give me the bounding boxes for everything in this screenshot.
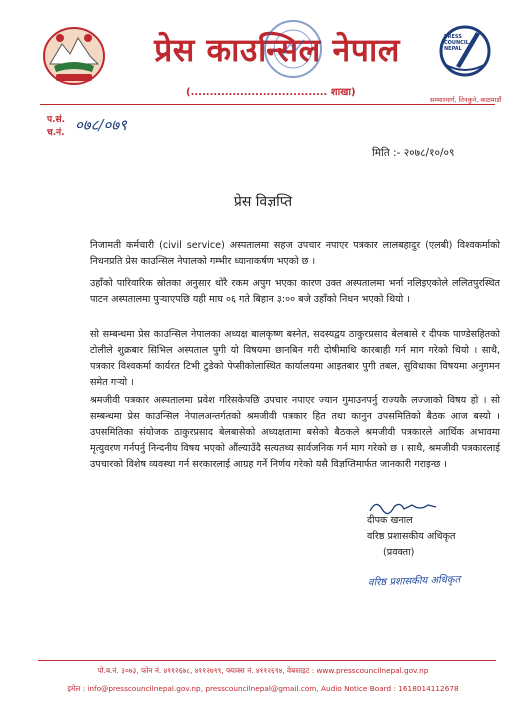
reference-labels (47, 114, 65, 140)
header-divider (40, 104, 495, 105)
document-date: मिति :- २०७८/१०/०९ (372, 147, 455, 159)
office-stamp-icon (262, 18, 324, 80)
footer-contact-line: पो.ब.नं. ३०७३, फोन नं. ४११२६७८, ४११२७९९, फ्याक्स नं. ४११२६९४, वेबसाइट : www.presscouncilnepal.gov.np (97, 666, 429, 675)
footer-divider (38, 660, 496, 661)
reference-number: ०७८/०७९ (75, 116, 127, 134)
organization-title: प्रेस काउन्सिल नेपाल (154, 31, 400, 69)
designation-seal: वरिष्ठ प्रशासकीय अधिकृत (367, 574, 461, 589)
council-logo-text: PRESS COUNCIL NEPAL (444, 34, 469, 52)
signer-name: दीपक खनाल (367, 515, 413, 526)
cn-label: च.नं. (47, 128, 65, 138)
paragraph-1: निजामती कर्मचारी (civil service) अस्पतालमा सहज उपचार नपाएर पत्रकार लालबहादुर (एलबी) विश्वकर्माको निधनप्रति प्रेस काउन्सिल नेपालको गम्भीर ध्यानाकर्षण भएको छ । (90, 240, 500, 267)
signer-role: (प्रवक्ता) (383, 547, 415, 558)
office-address: सम्भारमार्ग, तिनकुने, काठमाडौं (430, 96, 502, 104)
paragraph-4: श्रमजीवी पत्रकार अस्पतालमा प्रवेश गरिसकेपछि उपचार नपाएर ज्यान गुमाउनपर्नु राज्यकै लज्जाको विषय हो । सो सम्बन्धमा प्रेस काउन्सिल नेपालअन्तर्गतको श्रमजीवी पत्रकार हित तथा कानुन उपसमितिको बैठक आज बस्यो । उपसमितिका संयोजक ठाकुरप्रसाद बेलबासेको अध्यक्षतामा बसेको बैठकले श्रमजीवी पत्रकारले आर्थिक अभावमा मृत्युवरण गर्नपर्नु निन्दनीय विषय भएको औंल्याउँदै सत्यतथ्य सार्वजनिक गर्न माग गरेको छ । साथै, श्रमजीवी पत्रकारलाई उपचारको विशेष व्यवस्था गर्न सरकारलाई आग्रह गर्ने निर्णय गरेको यसै विज्ञप्तिमार्फत जानकारी गराइन्छ । (90, 395, 501, 470)
paragraph-2: उहाँको पारिवारिक स्रोतका अनुसार थोरै रकम अपुग भएका कारण उक्त अस्पतालमा भर्ना नलिइएकोले ललितपुरस्थित पाटन अस्पतालमा पुऱ्याएपछि यही माघ ०६ गते बिहान ३:०० बजे उहाँको निधन भएको थियो । (90, 278, 500, 305)
ps-label: प.सं. (47, 115, 66, 125)
footer-email-line: इमेल : info@presscouncilnepal.gov.np, presscouncilnepal@gmail.com, Audio Notice Board : 1618014112678 (67, 684, 459, 693)
signer-title: वरिष्ठ प्रशासकीय अधिकृत (367, 531, 456, 542)
nepal-emblem-icon (40, 22, 108, 88)
paragraph-3: सो सम्बन्धमा प्रेस काउन्सिल नेपालका अध्यक्ष बालकृष्ण बस्नेत, सदस्यद्वय ठाकुरप्रसाद बेलबासे र दीपक पाण्डेसहितको टोलीले शुक्रबार सिभिल अस्पताल पुगी यो विषयमा छानबिन गरी दोषीमाथि कारबाही गर्न माग गरेको थियो । साथै, पत्रकार विश्वकर्मा कार्यरत टिभी टुडेको पेप्सीकोलास्थित कार्यालयमा आइतबार पुगी तबल, सुविधाका विषयमा अनुगमन समेत गऱ्यो । (90, 329, 500, 388)
document-title: प्रेस विज्ञप्ति (233, 194, 293, 210)
branch-line: (.................................... शाखा) (186, 87, 356, 98)
